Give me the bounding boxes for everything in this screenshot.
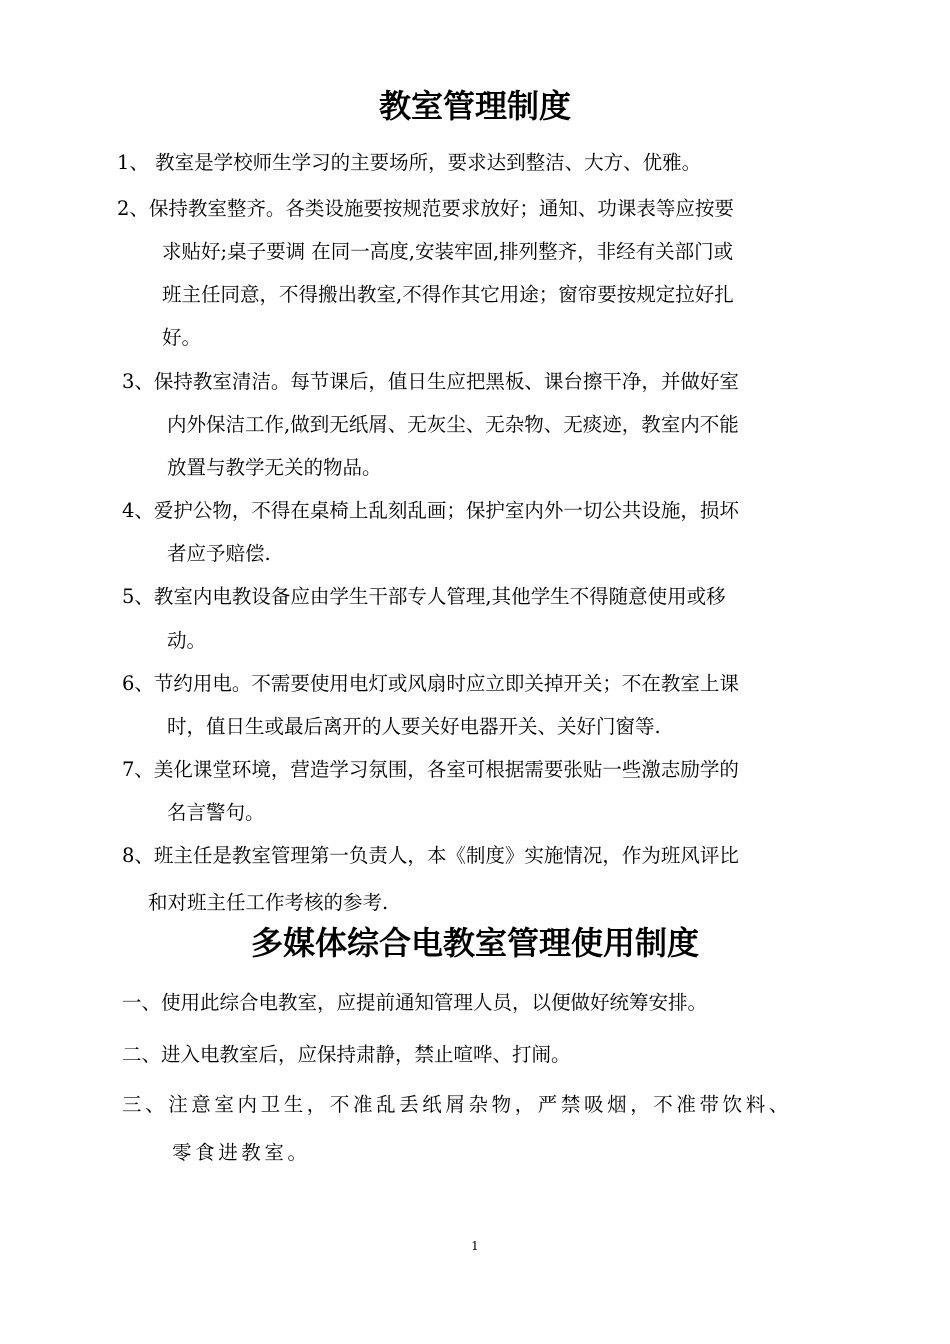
section-title: 多媒体综合电教室管理使用制度 [250, 924, 699, 962]
list-item-4-line-2: 者应予赔偿. [167, 542, 271, 565]
list-item-2-line-1: 2、保持教室整齐。各类设施要按规范要求放好；通知、功课表等应按要 [117, 197, 734, 220]
list-item-7-line-1: 7、美化课堂环境，营造学习氛围，各室可根据需要张贴一些激志励学的 [122, 758, 739, 781]
list-item-5-line-1: 5、教室内电教设备应由学生干部专人管理,其他学生不得随意使用或移 [122, 585, 726, 608]
list-item-2-line-2: 求贴好;桌子要调 在同一高度,安装牢固,排列整齐，非经有关部门或 [162, 240, 734, 263]
multimedia-item-2-line-1: 二、进入电教室后，应保持肃静，禁止喧哗、打闹。 [122, 1043, 571, 1066]
list-item-6-line-2: 时，值日生或最后离开的人要关好电器开关、关好门窗等. [167, 715, 661, 738]
document-title: 教室管理制度 [378, 87, 571, 125]
list-item-2-line-4: 好。 [162, 326, 202, 349]
list-item-7-line-2: 名言警句。 [167, 801, 265, 824]
multimedia-item-3-line-1: 三、注意室内卫生，不准乱丢纸屑杂物，严禁吸烟，不准带饮料、 [122, 1093, 792, 1116]
list-item-8-line-1: 8、班主任是教室管理第一负责人，本《制度》实施情况，作为班风评比 [122, 844, 739, 867]
page-number: 1 [471, 1239, 479, 1253]
list-item-6-line-1: 6、节约用电。不需要使用电灯或风扇时应立即关掉开关；不在教室上课 [122, 672, 739, 695]
list-item-3-line-1: 3、保持教室清洁。每节课后，值日生应把黑板、课台擦干净，并做好室 [122, 370, 739, 393]
list-item-4-line-1: 4、爱护公物，不得在桌椅上乱刻乱画；保护室内外一切公共设施，损坏 [122, 499, 739, 522]
list-item-2-line-3: 班主任同意，不得搬出教室,不得作其它用途；窗帘要按规定拉好扎 [162, 283, 734, 306]
multimedia-item-3-line-2: 零食进教室。 [172, 1141, 311, 1164]
multimedia-item-1-line-1: 一、使用此综合电教室，应提前通知管理人员，以便做好统筹安排。 [122, 991, 708, 1014]
list-item-3-line-2: 内外保洁工作,做到无纸屑、无灰尘、无杂物、无痰迹，教室内不能 [167, 413, 739, 436]
list-item-8-line-2: 和对班主任工作考核的参考. [148, 891, 389, 914]
list-item-3-line-3: 放置与教学无关的物品。 [167, 456, 382, 479]
list-item-1-line-1: 1、 教室是学校师生学习的主要场所，要求达到整洁、大方、优雅。 [117, 151, 702, 174]
list-item-5-line-2: 动。 [167, 629, 207, 652]
